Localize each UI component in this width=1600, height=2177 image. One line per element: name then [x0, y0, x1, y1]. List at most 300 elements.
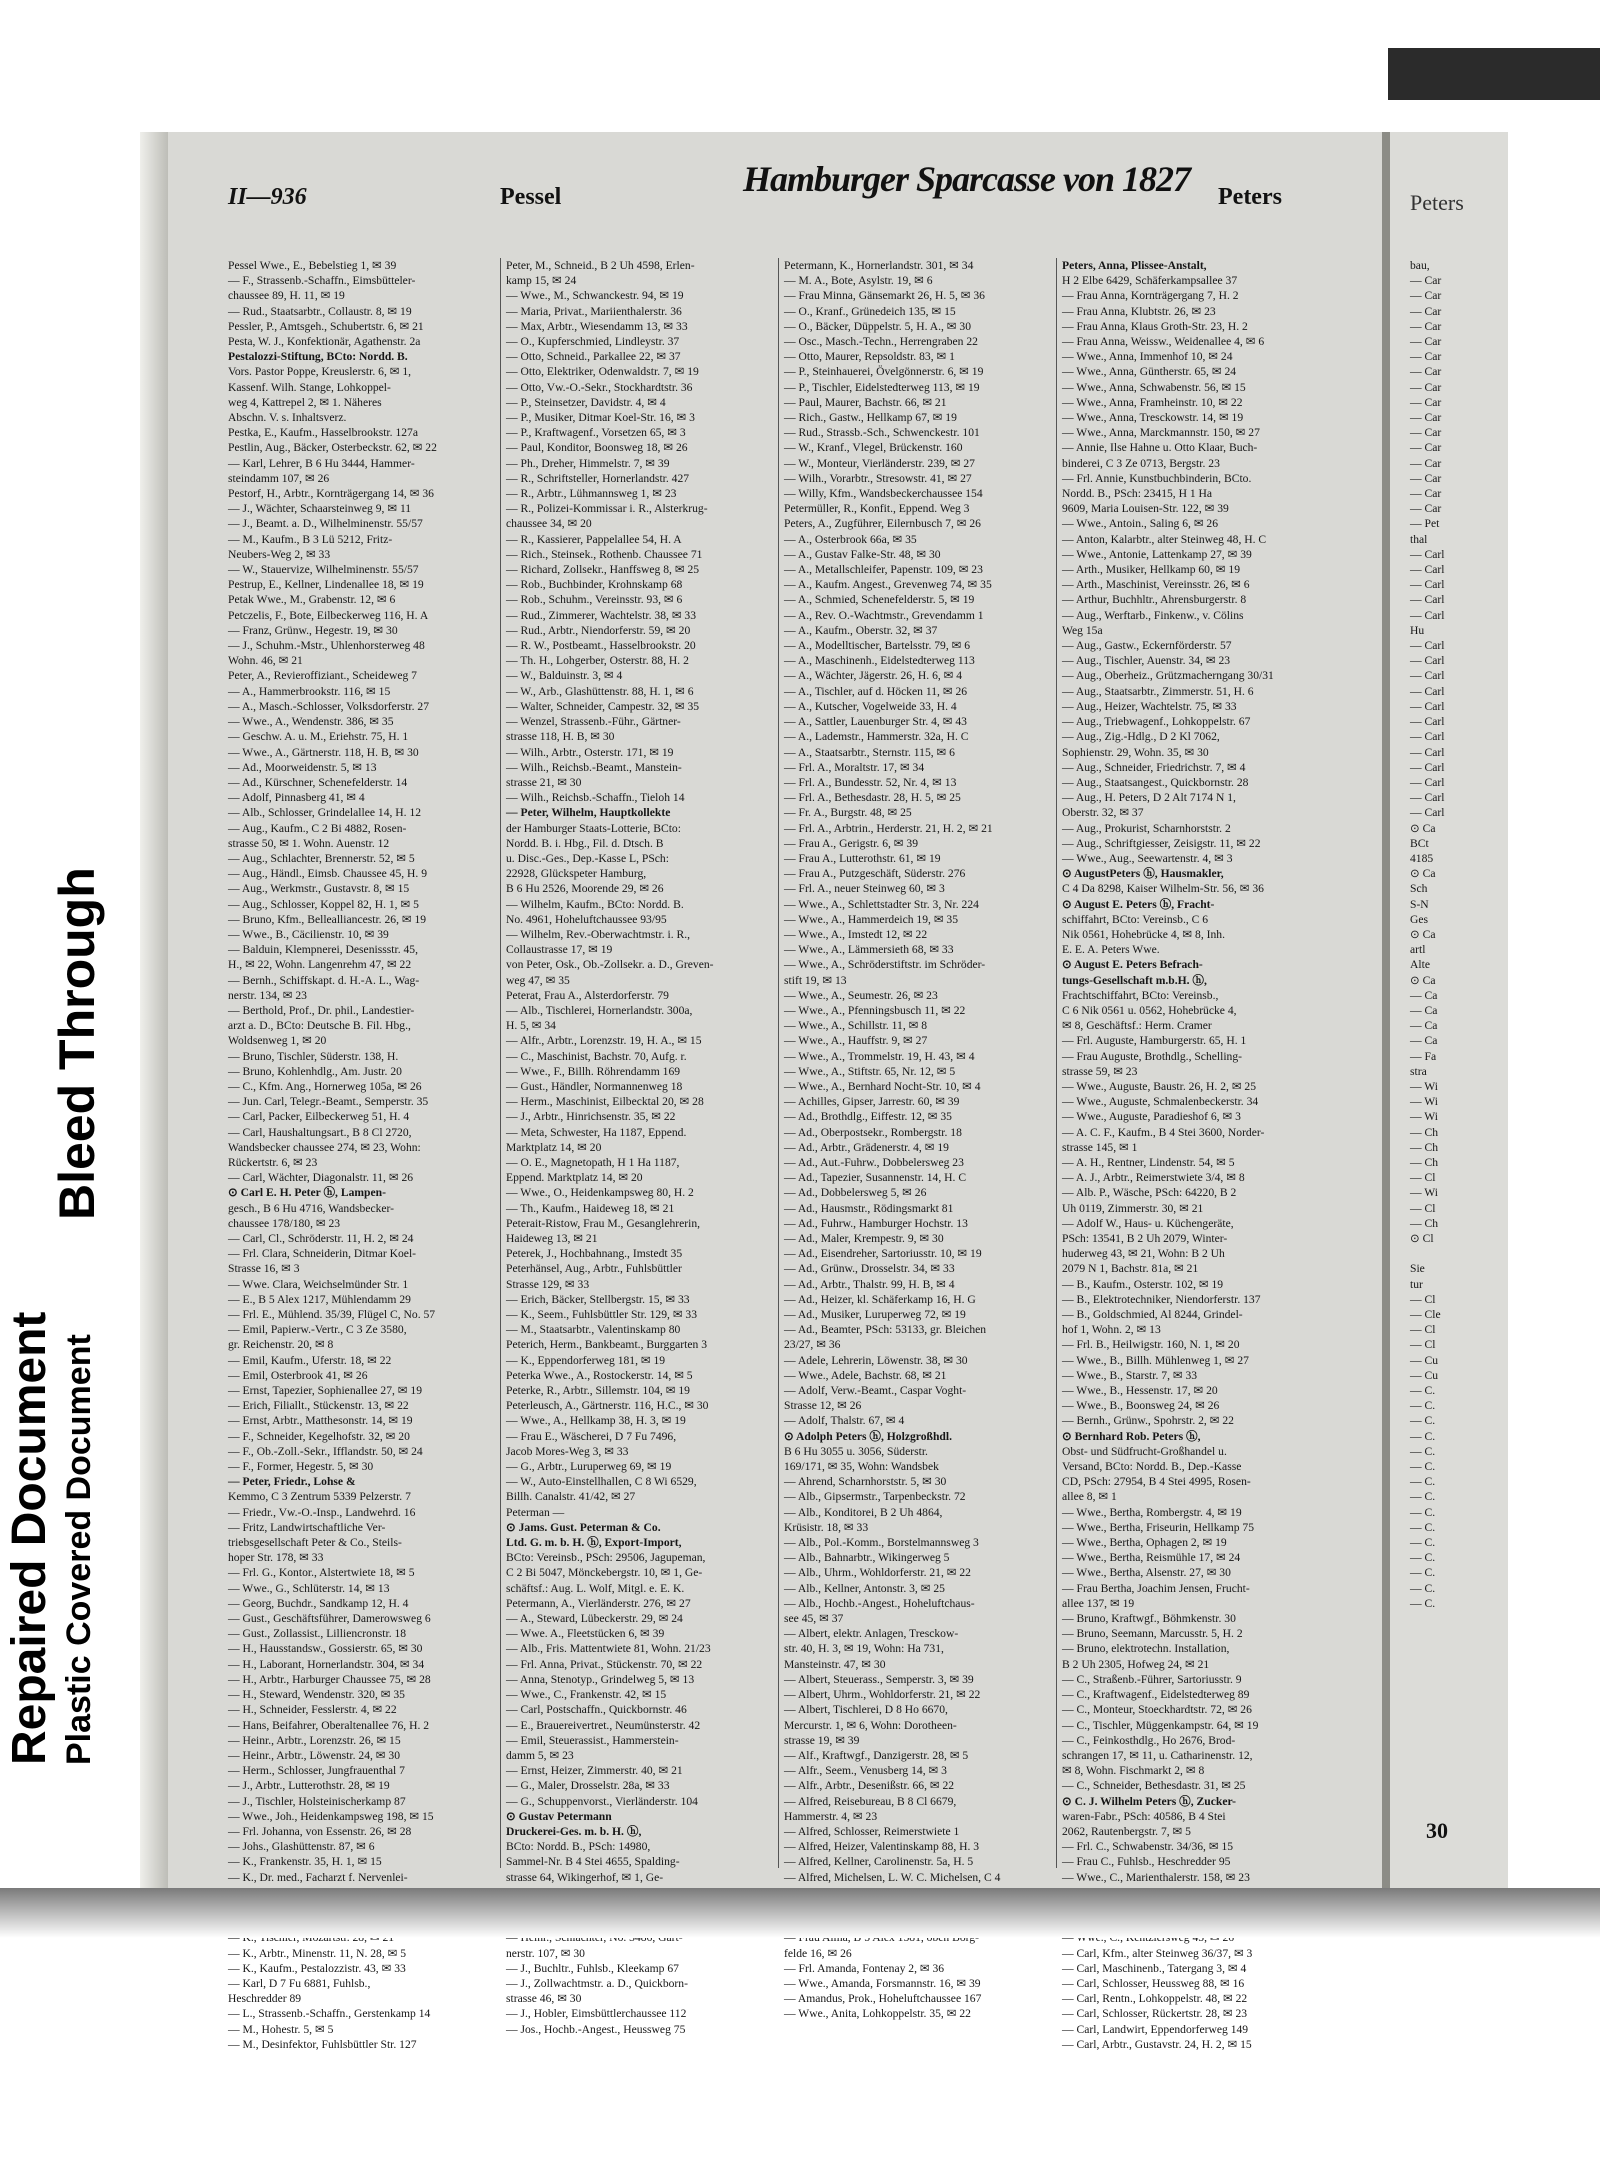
directory-entry: — Ad., Grünw., Drosselstr. 34, ✉ 33: [784, 1262, 955, 1276]
directory-entry: — Ad., Maler, Krempestr. 9, ✉ 30: [784, 1232, 944, 1245]
directory-entry: — A., Staatsarbtr., Sternstr. 115, ✉ 6: [784, 745, 955, 759]
directory-entry: — Rud., Staatsarbtr., Collaustr. 8, ✉ 19: [228, 304, 412, 318]
directory-entry: CD, PSch: 27954, B 4 Stei 4995, Rosen-: [1062, 1475, 1251, 1489]
directory-entry: — P., Steinhauerei, Övelgönnerstr. 6, ✉ 19: [784, 365, 984, 379]
directory-entry: PSch: 13541, B 2 Uh 2079, Winter-: [1062, 1232, 1228, 1245]
directory-entry: — K., Seem., Fuhlsbüttler Str. 129, ✉ 33: [506, 1308, 698, 1322]
facing-page-entry: tur: [1410, 1277, 1423, 1291]
facing-page-column: [1410, 258, 1506, 1868]
directory-entry: — Otto, Schneid., Parkallee 22, ✉ 37: [506, 350, 681, 364]
directory-entry: — Alfred, Schlosser, Reimerstwiete 1: [784, 1824, 960, 1838]
directory-entry: — Adolf, Thalstr. 67, ✉ 4: [784, 1414, 905, 1428]
directory-entry: nerstr. 134, ✉ 23: [228, 988, 307, 1002]
directory-entry: — A. C. F., Kaufm., B 4 Stei 3600, Norder-: [1062, 1125, 1265, 1139]
directory-entry: — P., Musiker, Ditmar Koel-Str. 16, ✉ 3: [506, 411, 695, 425]
directory-entry: — Aug., Händl., Eimsb. Chaussee 45, H. 9: [228, 867, 428, 881]
directory-entry: — Frl. G., Kontor., Alstertwiete 18, ✉ 5: [228, 1566, 415, 1580]
directory-entry: — Wilh., Vorarbtr., Stresowstr. 41, ✉ 27: [784, 471, 972, 485]
directory-page: [140, 132, 1508, 2051]
directory-entry: — J., Tischler, Holsteinischerkamp 87: [228, 1794, 406, 1808]
directory-entry: — Wwe., A., Pfenningsbusch 11, ✉ 22: [784, 1003, 966, 1017]
directory-entry: — Wwe., Bertha, Rombergstr. 4, ✉ 19: [1062, 1505, 1242, 1519]
directory-entry: — Aug., Schlachter, Brennerstr. 52, ✉ 5: [228, 851, 415, 865]
directory-entry: — Wwe., A., Hammerdeich 19, ✉ 35: [784, 912, 959, 926]
directory-entry: — Ad., Arbtr., Grädenerstr. 4, ✉ 19: [784, 1140, 949, 1154]
directory-entry: schrangen 17, ✉ 11, u. Catharinenstr. 12,: [1062, 1748, 1253, 1762]
directory-entry: — Ad., Moorweidenstr. 5, ✉ 13: [228, 760, 377, 774]
directory-entry: — Karl, D 7 Fu 6881, Fuhlsb.,: [228, 1976, 371, 1990]
directory-entry: — M. A., Bote, Asylstr. 19, ✉ 6: [784, 274, 933, 288]
facing-page-entry: BCt: [1410, 836, 1429, 850]
directory-entry: — Franz, Grünw., Hegestr. 19, ✉ 30: [228, 623, 398, 637]
side-label-strip: [0, 760, 120, 1770]
directory-entry: — Aug., H. Peters, D 2 Alt 7174 N 1,: [1062, 791, 1236, 805]
directory-entry: — M., Hohestr. 5, ✉ 5: [228, 2022, 334, 2036]
facing-page-entry: — C.: [1410, 1384, 1436, 1398]
facing-page-entry: — Car: [1410, 289, 1442, 303]
facing-page-entry: — C.: [1410, 1429, 1436, 1443]
directory-entry: Frachtschiffahrt, BCto: Vereinsb.,: [1062, 988, 1219, 1002]
directory-entry: steindamm 107, ✉ 26: [228, 471, 330, 485]
directory-entry: — Frau A., Putzgeschäft, Süderstr. 276: [784, 867, 966, 881]
directory-entry: — Alb., Bahnarbtr., Wikingerweg 5: [784, 1551, 950, 1565]
directory-entry: B 2 Uh 2305, Hofweg 24, ✉ 21: [1062, 1657, 1210, 1671]
directory-entry: — J., Zollwachtmstr. a. D., Quickborn-: [506, 1976, 688, 1990]
directory-entry: — Wwe., A., Imstedt 12, ✉ 22: [784, 927, 928, 941]
directory-entry: — Emil, Kaufm., Uferstr. 18, ✉ 22: [228, 1353, 392, 1367]
facing-page-entry: Ges: [1410, 912, 1429, 926]
directory-entry: — Wwe., A., Wendenstr. 386, ✉ 35: [228, 715, 394, 729]
directory-entry: — Frau Anna, Klubtstr. 26, ✉ 23: [1062, 304, 1216, 318]
directory-entry: — Albert, Steuerass., Semperstr. 3, ✉ 39: [784, 1672, 974, 1686]
directory-entry: — Alb., Pol.-Komm., Borstelmannsweg 3: [784, 1536, 979, 1550]
directory-entry: Vors. Pastor Poppe, Kreuslerstr. 6, ✉ 1,: [228, 365, 412, 379]
page-edge: [140, 132, 168, 1888]
facing-page-entry: — Carl: [1410, 563, 1445, 577]
facing-page-entry: — Carl: [1410, 654, 1445, 668]
directory-entry: ⊙ Bernhard Rob. Peters ⓗ,: [1062, 1429, 1201, 1443]
directory-entry: — H., Arbtr., Harburger Chaussee 75, ✉ 28: [228, 1672, 431, 1686]
facing-page-entry: ⊙ Ca: [1410, 867, 1436, 881]
directory-entry: stift 19, ✉ 13: [784, 973, 847, 987]
facing-page-entry: — C.: [1410, 1414, 1436, 1428]
directory-entry: — Frau A., Lutterothstr. 61, ✉ 19: [784, 851, 941, 865]
directory-entry: — W., Auto-Einstellhallen, C 8 Wi 6529,: [506, 1475, 697, 1489]
facing-page-entry: — Carl: [1410, 684, 1445, 698]
directory-entry: — C., Monteur, Stoeckhardtstr. 72, ✉ 26: [1062, 1703, 1252, 1717]
directory-entry: — R., Schriftsteller, Hornerlandstr. 427: [506, 471, 690, 485]
column-divider: [778, 258, 779, 1868]
directory-entry: — Bruno, Seemann, Marcusstr. 5, H. 2: [1062, 1627, 1243, 1641]
facing-page-entry: — Wi: [1410, 1186, 1438, 1200]
directory-entry: No. 4961, Hoheluftchaussee 93/95: [506, 912, 667, 926]
directory-entry: — Paul, Konditor, Boonsweg 18, ✉ 26: [506, 441, 688, 455]
directory-entry: B 6 Hu 2526, Moorende 29, ✉ 26: [506, 882, 664, 896]
directory-entry: — W., Arb., Glashüttenstr. 88, H. 1, ✉ 6: [506, 684, 694, 698]
directory-entry: — Georg, Buchdr., Sandkamp 12, H. 4: [228, 1596, 409, 1610]
directory-entry: — Ad., Brothdlg., Eiffestr. 12, ✉ 35: [784, 1110, 952, 1124]
directory-entry: strasse 64, Wikingerhof, ✉ 1, Ge-: [506, 1870, 664, 1884]
directory-entry: Rückertstr. 6, ✉ 23: [228, 1155, 318, 1169]
facing-page-entry: — Cu: [1410, 1368, 1439, 1382]
directory-entry: 2079 N 1, Bachstr. 81a, ✉ 21: [1062, 1262, 1199, 1276]
directory-entry: Abschn. V. s. Inhaltsverz.: [228, 411, 347, 425]
directory-entry: — R., Arbtr., Lühmannsweg 1, ✉ 23: [506, 487, 677, 501]
directory-entry: Peterhänsel, Aug., Arbtr., Fuhlsbüttler: [506, 1262, 682, 1276]
directory-entry: — Bruno, Kohlenhdlg., Am. Justr. 20: [228, 1064, 402, 1078]
directory-entry: — Ad., Dobbelersweg 5, ✉ 26: [784, 1186, 927, 1200]
directory-entry: Strasse 129, ✉ 33: [506, 1277, 590, 1291]
directory-entry: Pessler, P., Amtsgeh., Schubertstr. 6, ✉ 21: [228, 319, 424, 333]
facing-page-entry: — Car: [1410, 350, 1442, 364]
facing-page-entry: — Car: [1410, 335, 1442, 349]
facing-page-entry: [1410, 1246, 1506, 1261]
directory-entry: — Rud., Arbtr., Niendorferstr. 59, ✉ 20: [506, 623, 691, 637]
directory-entry: — A., Tischler, auf d. Höcken 11, ✉ 26: [784, 684, 968, 698]
facing-page-entry: — Carl: [1410, 669, 1445, 683]
facing-page-entry: — Car: [1410, 487, 1442, 501]
directory-entry: schäftsf.: Aug. L. Wolf, Mitgl. e. E. K.: [506, 1581, 685, 1595]
directory-entry: — Wilh., Reichsb.-Beamt., Manstein-: [506, 760, 682, 774]
directory-entry: — B., Kaufm., Osterstr. 102, ✉ 19: [1062, 1277, 1224, 1291]
directory-entry: — Osc., Masch.-Techn., Herrengraben 22: [784, 335, 978, 349]
directory-entry: Peterman —: [506, 1505, 565, 1519]
directory-entry: — Albert, Uhrm., Wohldorferstr. 21, ✉ 22: [784, 1688, 981, 1702]
directory-entry: — Alb., Schlosser, Grindelallee 14, H. 12: [228, 806, 422, 820]
directory-entry: — Emil, Papierw.-Vertr., C 3 Ze 3580,: [228, 1323, 407, 1337]
facing-page-entry: — Ca: [1410, 988, 1438, 1002]
facing-page-entry: — Car: [1410, 395, 1442, 409]
directory-entry: — H., Steward, Wendenstr. 320, ✉ 35: [228, 1688, 405, 1702]
facing-page-entry: — Carl: [1410, 608, 1445, 622]
directory-entry: ⊙ August E. Peters ⓗ, Fracht-: [1062, 897, 1215, 911]
directory-entry: Pessel Wwe., E., Bebelstieg 1, ✉ 39: [228, 259, 397, 272]
directory-entry: — Aug., Tischler, Auenstr. 34, ✉ 23: [1062, 654, 1231, 668]
facing-page-entry: — Ch: [1410, 1216, 1439, 1230]
directory-entry: — Wwe., A., Stiftstr. 65, Nr. 12, ✉ 5: [784, 1064, 956, 1078]
directory-entry: nerstr. 107, ✉ 30: [506, 1946, 585, 1960]
directory-entry: Pestalozzi-Stiftung, BCto: Nordd. B.: [228, 350, 408, 364]
directory-entry: — Achilles, Gipser, Jarrestr. 60, ✉ 39: [784, 1095, 960, 1109]
directory-entry: — Friedr., Vw.-O.-Insp., Landwehrd. 16: [228, 1505, 416, 1519]
directory-entry: — Wwe., A., Hellkamp 38, H. 3, ✉ 19: [506, 1414, 686, 1428]
directory-entry: — G., Maler, Drosselstr. 28a, ✉ 33: [506, 1779, 670, 1793]
directory-entry: Peterka Wwe., A., Rostockerstr. 14, ✉ 5: [506, 1368, 693, 1382]
directory-entry: — Alfred, Reisebureau, B 8 Cl 6679,: [784, 1794, 957, 1808]
directory-entry: — O., Kupferschmied, Lindleystr. 37: [506, 335, 680, 349]
directory-entry: — Carl, Landwirt, Eppendorferweg 149: [1062, 2022, 1249, 2036]
directory-entry: waren-Fabr., PSch: 40586, B 4 Stei: [1062, 1809, 1226, 1823]
directory-entry: Sammel-Nr. B 4 Stei 4655, Spalding-: [506, 1855, 680, 1869]
directory-entry: — Heinr., Arbtr., Löwenstr. 24, ✉ 30: [228, 1748, 401, 1762]
directory-entry: — Alfred, Michelsen, L. W. C. Michelsen, C 4: [784, 1870, 1001, 1884]
scan-bottom-shadow: [0, 1888, 1600, 1938]
facing-page-entry: — Car: [1410, 471, 1442, 485]
directory-entry: — C., Tischler, Müggenkampstr. 64, ✉ 19: [1062, 1718, 1259, 1732]
directory-entry: Heschredder 89: [228, 1992, 302, 2006]
directory-columns: [228, 258, 1333, 2051]
directory-entry: — W., Balduinstr. 3, ✉ 4: [506, 669, 623, 683]
directory-entry: schiffahrt, BCto: Vereinsb., C 6: [1062, 912, 1209, 926]
directory-entry: — Aug., Oberheiz., Grützmacherngang 30/31: [1062, 669, 1274, 683]
facing-page-entry: — Ca: [1410, 1019, 1438, 1033]
directory-entry: C 2 Bi 5047, Mönckebergstr. 10, ✉ 1, Ge-: [506, 1566, 703, 1580]
directory-entry: — Frl. A., Bethesdastr. 28, H. 5, ✉ 25: [784, 791, 961, 805]
directory-entry: — Aug., Gastw., Eckernförderstr. 57: [1062, 639, 1232, 653]
directory-entry: — Frl. Anna, Privat., Stückenstr. 70, ✉ 22: [506, 1657, 703, 1671]
directory-entry: Sophienstr. 29, Wohn. 35, ✉ 30: [1062, 745, 1209, 759]
facing-page-entry: — Car: [1410, 365, 1442, 379]
directory-entry: — Carl, Postschaffn., Quickbornstr. 46: [506, 1703, 687, 1717]
directory-entry: gr. Reichenstr. 20, ✉ 8: [228, 1338, 334, 1352]
directory-entry: — Wwe., Anna, Immenhof 10, ✉ 24: [1062, 350, 1233, 364]
directory-entry: — Wilhelm, Rev.-Oberwachtmstr. i. R.,: [506, 927, 691, 941]
directory-entry: — Herm., Maschinist, Eilbecktal 20, ✉ 28: [506, 1095, 704, 1109]
directory-entry: — Ph., Dreher, Himmelstr. 7, ✉ 39: [506, 456, 670, 470]
directory-entry: — Wwe., Anna, Güntherstr. 65, ✉ 24: [1062, 365, 1237, 379]
directory-entry: — Frl. Auguste, Hamburgerstr. 65, H. 1: [1062, 1034, 1247, 1048]
directory-entry: — Wwe., Joh., Heidenkampsweg 198, ✉ 15: [228, 1809, 434, 1823]
directory-entry: — P., Kraftwagenf., Vorsetzen 65, ✉ 3: [506, 426, 686, 440]
directory-entry: binderei, C 3 Ze 0713, Bergstr. 23: [1062, 456, 1220, 470]
directory-entry: — Rob., Buchbinder, Krohnskamp 68: [506, 578, 683, 592]
directory-entry: — Bernh., Schiffskapt. d. H.-A. L., Wag-: [228, 973, 420, 987]
directory-entry: Peterich, Herm., Bankbeamt., Burggarten 3: [506, 1338, 708, 1352]
directory-entry: — Aug., Staatsarbtr., Zimmerstr. 51, H. 6: [1062, 684, 1254, 698]
directory-entry: — Meta, Schwester, Ha 1187, Eppend.: [506, 1125, 687, 1139]
facing-page-entry: — Car: [1410, 426, 1442, 440]
directory-entry: — J., Arbtr., Lutterothstr. 28, ✉ 19: [228, 1779, 390, 1793]
directory-entry: — Frl. C., Schwabenstr. 34/36, ✉ 15: [1062, 1840, 1234, 1854]
directory-entry: — Bruno, Tischler, Süderstr. 138, H.: [228, 1049, 399, 1063]
directory-entry: — Aug., Werkmstr., Gustavstr. 8, ✉ 15: [228, 882, 410, 896]
directory-entry: — A., Wächter, Jägerstr. 26, H. 6, ✉ 4: [784, 669, 963, 683]
directory-entry: weg 4, Kattrepel 2, ✉ 1. Näheres: [228, 395, 382, 409]
directory-entry: — Aug., Schriftgiesser, Zeisigstr. 11, ✉ 22: [1062, 836, 1261, 850]
facing-page-entry: — Car: [1410, 319, 1442, 333]
directory-entry: der Hamburger Staats-Lotterie, BCto:: [506, 821, 681, 835]
directory-entry: — Wwe., A., Seumestr. 26, ✉ 23: [784, 988, 938, 1002]
directory-entry: Obst- und Südfrucht-Großhandel u.: [1062, 1444, 1227, 1458]
directory-entry: ⊙ August E. Peters Befrach-: [1062, 958, 1203, 972]
directory-entry: strasse 21, ✉ 30: [506, 775, 582, 789]
facing-page-entry: — Carl: [1410, 730, 1445, 744]
directory-entry: — Carl, Rentn., Lohkoppelstr. 48, ✉ 22: [1062, 1992, 1248, 2006]
directory-entry: — Ad., Aut.-Fuhrw., Dobbelersweg 23: [784, 1155, 964, 1169]
facing-page-entry: — Carl: [1410, 745, 1445, 759]
directory-entry: strasse 19, ✉ 39: [784, 1733, 860, 1747]
directory-entry: Collaustrasse 17, ✉ 19: [506, 943, 613, 957]
directory-entry: — Frau Anna, Weissw., Weidenallee 4, ✉ 6: [1062, 335, 1265, 349]
facing-page-entry: — Wi: [1410, 1110, 1438, 1124]
directory-entry: strasse 59, ✉ 23: [1062, 1064, 1138, 1078]
directory-entry: — Otto, Vw.-O.-Sekr., Stockhardtstr. 36: [506, 380, 693, 394]
directory-entry: — Frl. A., Moraltstr. 17, ✉ 34: [784, 760, 925, 774]
directory-entry: Pestlin, Aug., Bäcker, Osterbeckstr. 62, ✉ 22: [228, 441, 437, 455]
directory-entry: — Wwe., A., Schröderstiftstr. im Schröder-: [784, 958, 986, 972]
directory-entry: B 6 Hu 3055 u. 3056, Süderstr.: [784, 1444, 928, 1458]
directory-entry: — Amandus, Prok., Hoheluftchaussee 167: [784, 1992, 982, 2006]
directory-entry: — Frl. A., Bundesstr. 52, Nr. 4, ✉ 13: [784, 775, 957, 789]
directory-entry: — A., Rev. O.-Wachtmstr., Grevendamm 1: [784, 608, 984, 622]
facing-page-entry: — C.: [1410, 1596, 1436, 1610]
facing-page-entry: ⊙ Cl: [1410, 1232, 1434, 1245]
directory-entry: Peterat, Frau A., Alsterdorferstr. 79: [506, 988, 669, 1002]
directory-entry: Hammerstr. 4, ✉ 23: [784, 1809, 878, 1823]
directory-entry: — Wwe., Anna, Schwabenstr. 56, ✉ 15: [1062, 380, 1246, 394]
directory-entry: BCto: Vereinsb., PSch: 29506, Jagupeman,: [506, 1551, 706, 1565]
facing-page-entry: — Cl: [1410, 1171, 1436, 1185]
facing-page-entry: — Ca: [1410, 1034, 1438, 1048]
directory-entry: — Albert, elektr. Anlagen, Tresckow-: [784, 1627, 959, 1641]
directory-entry: — W., Kranf., Vlegel, Brückenstr. 160: [784, 441, 963, 455]
facing-page-entry: — Carl: [1410, 593, 1445, 607]
directory-entry: — Wwe., B., Hessenstr. 17, ✉ 20: [1062, 1384, 1218, 1398]
directory-entry: — A., Sattler, Lauenburger Str. 4, ✉ 43: [784, 715, 967, 729]
directory-entry: Peterleusch, A., Gärtnerstr. 116, H.C., ✉ 30: [506, 1399, 709, 1413]
directory-entry: — Frau Anna, Klaus Groth-Str. 23, H. 2: [1062, 319, 1248, 333]
directory-entry: — Wwe., A., Lämmersieth 68, ✉ 33: [784, 943, 954, 957]
facing-page-entry: 4185: [1410, 851, 1434, 865]
facing-page-entry: ⊙ Ca: [1410, 927, 1436, 941]
facing-page-entry: — Car: [1410, 456, 1442, 470]
facing-page-entry: Sie: [1410, 1262, 1425, 1276]
directory-entry: — Max, Arbtr., Wiesendamm 13, ✉ 33: [506, 319, 688, 333]
directory-entry: — Th. H., Lohgerber, Osterstr. 88, H. 2: [506, 654, 689, 668]
facing-page-entry: — Car: [1410, 502, 1442, 516]
facing-page-entry: — Carl: [1410, 699, 1445, 713]
directory-entry: — W., Stauervize, Wilhelminenstr. 55/57: [228, 563, 419, 577]
directory-entry: Marktplatz 14, ✉ 20: [506, 1140, 602, 1154]
directory-entry: — A., Kaufm., Oberstr. 32, ✉ 37: [784, 623, 938, 637]
directory-entry: Oberstr. 32, ✉ 37: [1062, 806, 1144, 820]
directory-entry: Strasse 16, ✉ 3: [228, 1262, 300, 1276]
directory-entry: chaussee 34, ✉ 20: [506, 517, 592, 531]
facing-page-entry: — Carl: [1410, 578, 1445, 592]
directory-entry: Pesta, W. J., Konfektionär, Agathenstr. 2a: [228, 335, 421, 349]
directory-entry: Eppend. Marktplatz 14, ✉ 20: [506, 1171, 643, 1185]
facing-page-entry: — C.: [1410, 1399, 1436, 1413]
directory-entry: — R. W., Postbeamt., Hasselbrookstr. 20: [506, 639, 696, 653]
directory-entry: — Erich, Bäcker, Stellbergstr. 15, ✉ 33: [506, 1292, 690, 1306]
directory-entry: Peterait-Ristow, Frau M., Gesanglehrerin,: [506, 1216, 701, 1230]
directory-entry: — A., Masch.-Schlosser, Volksdorferstr. 27: [228, 699, 430, 713]
directory-entry: — Balduin, Klempnerei, Desenissstr. 45,: [228, 943, 418, 957]
facing-page-entry: artl: [1410, 943, 1426, 957]
directory-entry: — Ahrend, Scharnhorststr. 5, ✉ 30: [784, 1475, 947, 1489]
scan-dark-corner: [1388, 48, 1600, 100]
directory-entry: kamp 15, ✉ 24: [506, 274, 577, 288]
directory-entry: — Wwe., Bertha, Reismühle 17, ✉ 24: [1062, 1551, 1241, 1565]
directory-entry: see 45, ✉ 37: [784, 1612, 844, 1626]
directory-entry: — A. H., Rentner, Lindenstr. 54, ✉ 5: [1062, 1155, 1235, 1169]
facing-page-entry: — C.: [1410, 1444, 1436, 1458]
directory-entry: Wandsbecker chaussee 274, ✉ 23, Wohn:: [228, 1140, 421, 1154]
directory-entry: — Alb. P., Wäsche, PSch: 64220, B 2: [1062, 1186, 1237, 1200]
directory-entry: — Bernh., Grünw., Spohrstr. 2, ✉ 22: [1062, 1414, 1234, 1428]
directory-entry: — Wwe., Anna, Marckmannstr. 150, ✉ 27: [1062, 426, 1260, 440]
directory-entry: Peters, A., Zugführer, Eilernbusch 7, ✉ 26: [784, 517, 981, 531]
directory-entry: Pestrup, E., Kellner, Lindenallee 18, ✉ 19: [228, 578, 424, 592]
facing-page-entry: S-N: [1410, 897, 1429, 911]
directory-entry: Peter, M., Schneid., B 2 Uh 4598, Erlen-: [506, 259, 695, 272]
directory-entry: — Wwe., Anna, Framheinstr. 10, ✉ 22: [1062, 395, 1243, 409]
directory-entry: Versand, BCto: Nordd. B., Dep.-Kasse: [1062, 1460, 1242, 1474]
facing-page-entry: — C.: [1410, 1460, 1436, 1474]
column-divider: [500, 258, 501, 1868]
directory-entry: — A., Kaufm. Angest., Grevenweg 74, ✉ 35: [784, 578, 992, 592]
directory-entry: — H., Hausstandsw., Gossierstr. 65, ✉ 30: [228, 1642, 423, 1656]
directory-entry: — Ad., Fuhrw., Hamburger Hochstr. 13: [784, 1216, 968, 1230]
directory-entry: — Hans, Beifahrer, Oberaltenallee 76, H. 2: [228, 1718, 430, 1732]
directory-entry: — Arth., Musiker, Hellkamp 60, ✉ 19: [1062, 563, 1240, 577]
directory-entry: — A., Osterbrook 66a, ✉ 35: [784, 532, 917, 546]
facing-page-entry: — C.: [1410, 1536, 1436, 1550]
directory-entry: — Rich., Gastw., Hellkamp 67, ✉ 19: [784, 411, 957, 425]
facing-page-entry: — Car: [1410, 441, 1442, 455]
directory-entry: 22928, Glückspeter Hamburg,: [506, 867, 647, 881]
directory-entry: — Wilh., Arbtr., Osterstr. 171, ✉ 19: [506, 745, 674, 759]
directory-entry: — Wwe., G., Schlüterstr. 14, ✉ 13: [228, 1581, 390, 1595]
directory-entry: — Wwe., M., Schwanckestr. 94, ✉ 19: [506, 289, 684, 303]
facing-page-entry: — Cl: [1410, 1338, 1436, 1352]
directory-column-2: [506, 258, 774, 2036]
directory-entry: — A., Gustav Falke-Str. 48, ✉ 30: [784, 547, 941, 561]
facing-page-entry: — Carl: [1410, 775, 1445, 789]
directory-entry: — Gust., Händler, Normannenweg 18: [506, 1079, 683, 1093]
directory-entry: — Annie, Ilse Hahne u. Otto Klaar, Buch-: [1062, 441, 1258, 455]
directory-entry: — Aug., Triebwagenf., Lohkoppelstr. 67: [1062, 715, 1251, 729]
directory-entry: — Alb., Fris. Mattentwiete 81, Wohn. 21/23: [506, 1642, 711, 1656]
directory-entry: — Rud., Zimmerer, Wachtelstr. 38, ✉ 33: [506, 608, 697, 622]
directory-entry: Woldsenweg 1, ✉ 20: [228, 1034, 327, 1048]
repaired-document-label: Repaired Document: [3, 1311, 56, 1765]
directory-entry: — Wwe., A., Schlettstadter Str. 3, Nr. 224: [784, 897, 979, 911]
directory-entry: Nordd. B. i. Hbg., Fil. d. Dtsch. B: [506, 836, 664, 850]
directory-entry: — Ad., Kürschner, Schenefelderstr. 14: [228, 775, 408, 789]
directory-entry: — Ernst, Tapezier, Sophienallee 27, ✉ 19: [228, 1384, 422, 1398]
facing-page-entry: — Cl: [1410, 1292, 1436, 1306]
directory-entry: ✉ 8, Geschäftsf.: Herm. Cramer: [1062, 1019, 1212, 1033]
directory-entry: — Aug., Zig.-Hdlg., D 2 Kl 7062,: [1062, 730, 1220, 744]
directory-entry: — Ad., Musiker, Luruperweg 72, ✉ 19: [784, 1308, 966, 1322]
directory-entry: — Frl. Clara, Schneiderin, Ditmar Koel-: [228, 1247, 417, 1261]
directory-entry: — Wwe., Bertha, Friseurin, Hellkamp 75: [1062, 1520, 1255, 1534]
facing-page-entry: — Carl: [1410, 806, 1445, 820]
directory-entry: — Ad., Hausmstr., Rödingsmarkt 81: [784, 1201, 954, 1215]
directory-entry: — Fr. A., Burgstr. 48, ✉ 25: [784, 806, 912, 820]
directory-entry: — Ernst, Heizer, Zimmerstr. 40, ✉ 21: [506, 1764, 683, 1778]
directory-entry: — Wwe., Auguste, Paradieshof 6, ✉ 3: [1062, 1110, 1241, 1124]
directory-entry: — Berthold, Prof., Dr. phil., Landestier-: [228, 1003, 415, 1017]
directory-entry: Billh. Canalstr. 41/42, ✉ 27: [506, 1490, 636, 1504]
directory-entry: — J., Hobler, Eimsbüttlerchaussee 112: [506, 2007, 687, 2021]
directory-entry: — Carl, Wächter, Diagonalstr. 11, ✉ 26: [228, 1171, 414, 1185]
directory-entry: — Otto, Elektriker, Odenwaldstr. 7, ✉ 19: [506, 365, 699, 379]
directory-entry: huderweg 43, ✉ 21, Wohn: B 2 Uh: [1062, 1247, 1225, 1261]
directory-entry: — J., Arbtr., Hinrichsenstr. 35, ✉ 22: [506, 1110, 676, 1124]
directory-entry: — K., Eppendorferweg 181, ✉ 19: [506, 1353, 666, 1367]
directory-entry: — Wwe., B., Billh. Mühlenweg 1, ✉ 27: [1062, 1353, 1249, 1367]
directory-entry: felde 16, ✉ 26: [784, 1946, 852, 1960]
facing-page-header: Peters: [1410, 190, 1464, 215]
directory-entry: — Frl. E., Mühlend. 35/39, Flügel C, No. 57: [228, 1308, 436, 1322]
directory-entry: strasse 118, H. B, ✉ 30: [506, 730, 615, 744]
directory-entry: ⊙ AugustPeters ⓗ, Hausmakler,: [1062, 867, 1224, 881]
directory-entry: Peterek, J., Hochbahnang., Imstedt 35: [506, 1247, 683, 1261]
directory-entry: — Frau Auguste, Brothdlg., Schelling-: [1062, 1049, 1243, 1063]
directory-entry: Nordd. B., PSch: 23415, H 1 Ha: [1062, 487, 1213, 501]
